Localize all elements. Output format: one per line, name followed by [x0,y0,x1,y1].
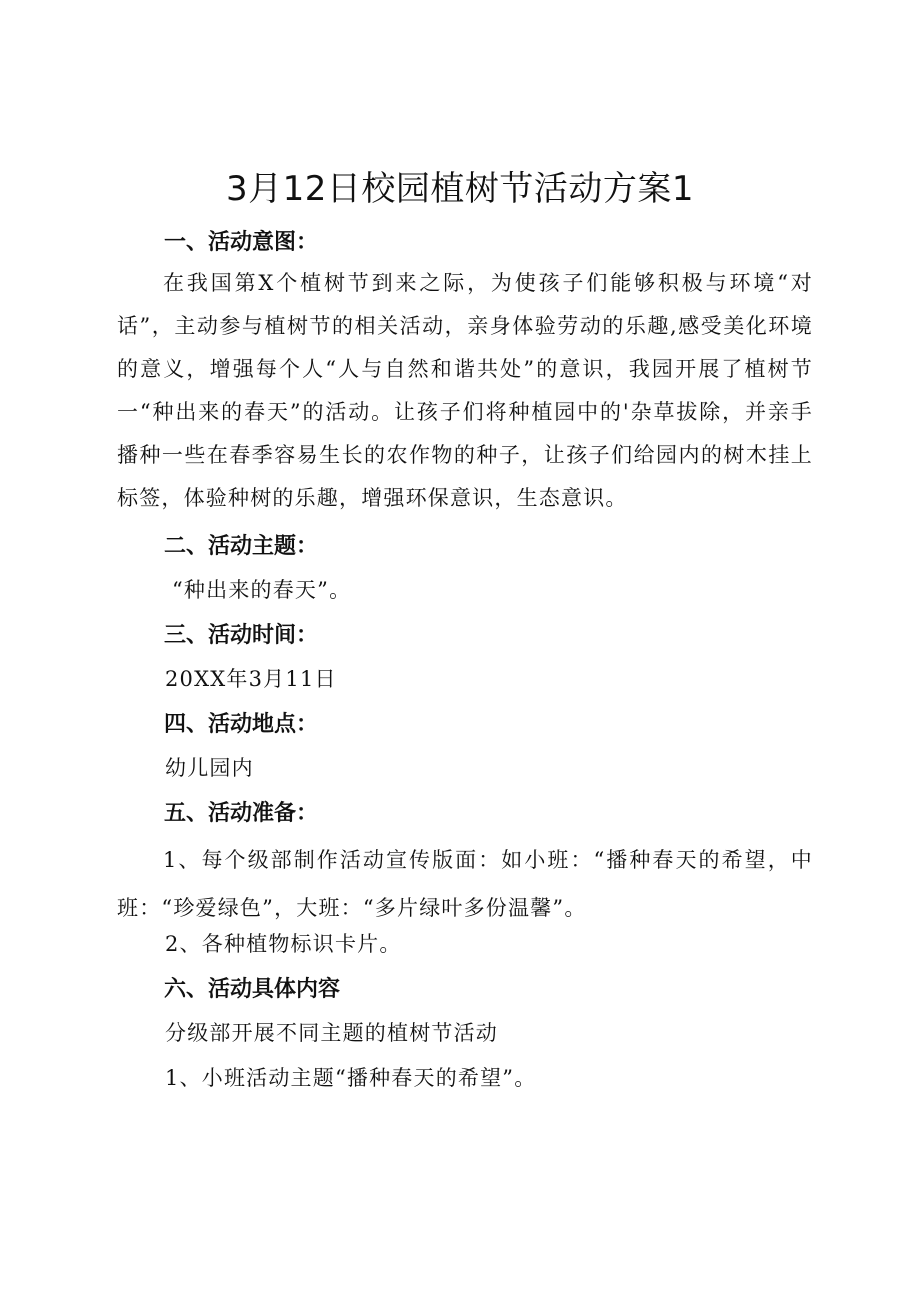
intent-paragraph: 在我国第X个植树节到来之际，为使孩子们能够积极与环境“对话”，主动参与植树节的相关活动，亲身体验劳动的乐趣,感受美化环境的意义，增强每个人“人与自然和谐共处”的意识，我园开展了植树节一“种出来的春天”的活动。让孩子们将种植园中的'杂草拔除，并亲手播种一些在春季容易生长的农作物的种子，让孩子们给园内的树木挂上标签，体验种树的乐趣，增强环保意识，生态意识。 [117,271,813,510]
time-text: 20XX年3月11日 [165,667,337,691]
place-text: 幼儿园内 [165,756,254,780]
preparation-item-2: 2、各种植物标识卡片。 [165,932,402,956]
section-heading-preparation: 五、活动准备： [164,801,319,826]
section-heading-time: 三、活动时间： [164,623,319,648]
preparation-item-1: 1、每个级部制作活动宣传版面：如小班：“播种春天的希望，中班：“珍爱绿色”，大班：“多片绿叶多份温馨”。 [117,848,813,920]
content-item-1: 1、小班活动主题“播种春天的希望”。 [165,1066,537,1090]
section-heading-content: 六、活动具体内容 [164,977,341,1002]
content-intro: 分级部开展不同主题的植树节活动 [165,1021,498,1045]
section-heading-place: 四、活动地点： [164,712,319,737]
document-title: 3月12日校园植树节活动方案1 [225,169,695,209]
section-heading-theme: 二、活动主题： [164,534,319,559]
section-heading-intent: 一、活动意图： [164,230,319,255]
theme-text: “种出来的春天”。 [172,578,352,602]
